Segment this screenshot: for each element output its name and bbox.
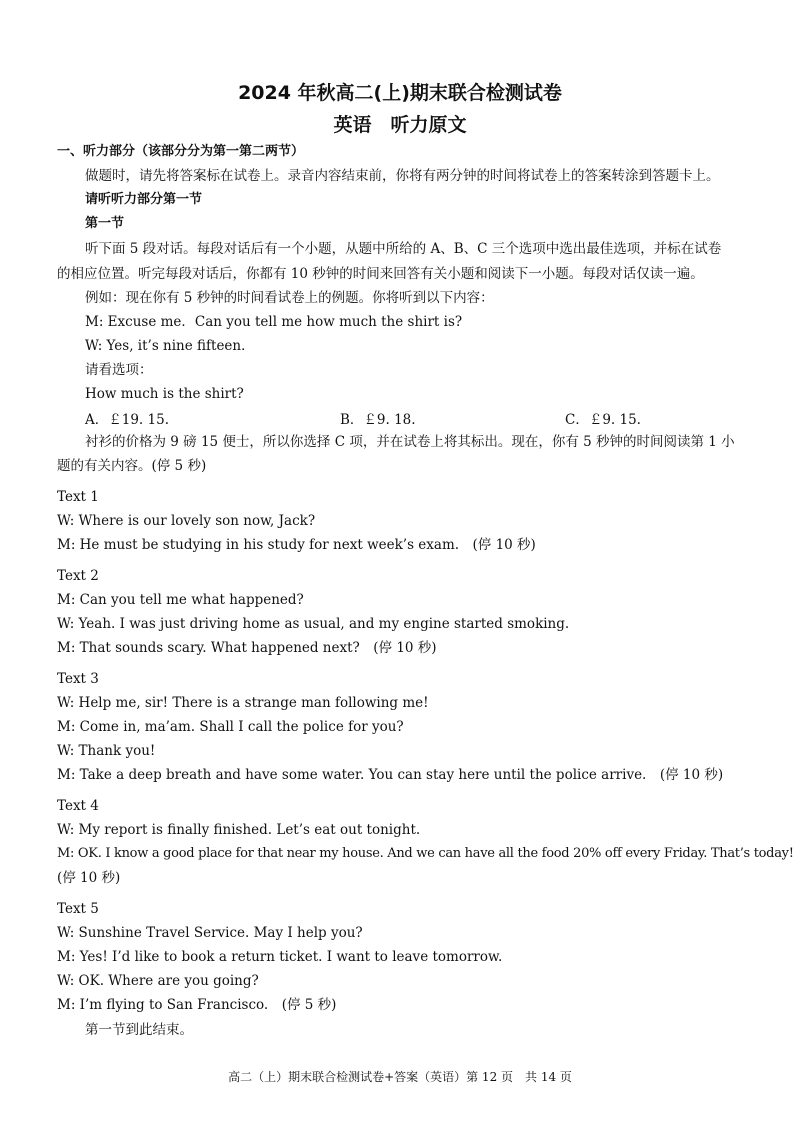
dialogue-line: M: OK. I know a good place for that near my house. And we can have all the food 20% off every Friday. That’s today! — [57, 846, 794, 861]
page-title: 2024 年秋高二(上)期末联合检测试卷 — [238, 82, 562, 104]
dialogue-line: W: My report is finally finished. Let’s eat out tonight. — [57, 822, 421, 838]
dialogue-line: M: I’m flying to San Francisco. (停 5 秒) — [57, 997, 337, 1013]
option-c: C．￡9. 15. — [565, 412, 641, 428]
example-line-w: W: Yes, it’s nine fifteen． — [85, 338, 255, 354]
option-b: B．￡9. 18. — [340, 412, 416, 428]
text3-label: Text 3 — [57, 671, 99, 687]
dialogue-line: M: Come in, ma’am. Shall I call the police for you? — [57, 719, 404, 735]
explain-line-1: 衬衫的价格为 9 磅 15 便士，所以你选择 C 项，并在试卷上将其标出。现在，你有 5 秒钟的时间阅读第 1 小 — [85, 434, 735, 450]
dialogue-line: W: Where is our lovely son now, Jack? — [57, 513, 316, 529]
part-start-heading: 请听听力部分第一节 — [85, 192, 203, 207]
page-footer: 高二（上）期末联合检测试卷+答案（英语）第 12 页 共 14 页 — [228, 1070, 572, 1084]
dialogue-line: M: Yes! I’d like to book a return ticket. I want to leave tomorrow. — [57, 949, 503, 965]
dialogue-line: W: Sunshine Travel Service. May I help you? — [57, 925, 363, 941]
directions-line-1: 听下面 5 段对话。每段对话后有一个小题，从题中所给的 A、B、C 三个选项中选出最佳选项，并标在试卷 — [85, 241, 722, 257]
dialogue-line: M: Take a deep breath and have some water. You can stay here until the police arrive. (停 10 秒) — [57, 767, 724, 783]
dialogue-line: (停 10 秒) — [57, 870, 121, 886]
dialogue-line: W: OK. Where are you going? — [57, 973, 259, 989]
example-line-m: M: Excuse me．Can you tell me how much the shirt is? — [85, 314, 463, 330]
text1-label: Text 1 — [57, 489, 99, 505]
dialogue-line: W: Thank you! — [57, 743, 156, 759]
text5-label: Text 5 — [57, 901, 99, 917]
end-note: 第一节到此结束。 — [85, 1022, 193, 1038]
dialogue-line: M: Can you tell me what happened? — [57, 592, 304, 608]
example-question: How much is the shirt? — [85, 386, 244, 402]
dialogue-line: M: That sounds scary. What happened next? (停 10 秒) — [57, 640, 437, 656]
example-options — [85, 408, 745, 428]
option-a: A．￡19. 15. — [85, 412, 169, 428]
section1-heading: 第一节 — [85, 216, 125, 231]
page-subtitle: 英语 听力原文 — [333, 114, 467, 136]
options-label: 请看选项： — [85, 362, 153, 378]
dialogue-line: M: He must be studying in his study for next week’s exam. (停 10 秒) — [57, 537, 536, 553]
directions-line-2: 的相应位置。听完每段对话后，你都有 10 秒钟的时间来回答有关小题和阅读下一小题。每段对话仅读一遍。 — [57, 266, 704, 282]
dialogue-line: W: Yeah. I was just driving home as usual, and my engine started smoking. — [57, 616, 570, 632]
instruction-text: 做题时，请先将答案标在试卷上。录音内容结束前，你将有两分钟的时间将试卷上的答案转涂到答题卡上。 — [85, 168, 720, 184]
dialogue-line: W: Help me, sir! There is a strange man following me! — [57, 695, 429, 711]
example-intro: 例如：现在你有 5 秒钟的时间看试卷上的例题。你将听到以下内容： — [85, 290, 494, 306]
text4-label: Text 4 — [57, 798, 99, 814]
text2-label: Text 2 — [57, 568, 99, 584]
explain-line-2: 题的有关内容。(停 5 秒) — [57, 458, 207, 474]
section-heading: 一、听力部分（该部分分为第一第二两节） — [57, 144, 305, 159]
